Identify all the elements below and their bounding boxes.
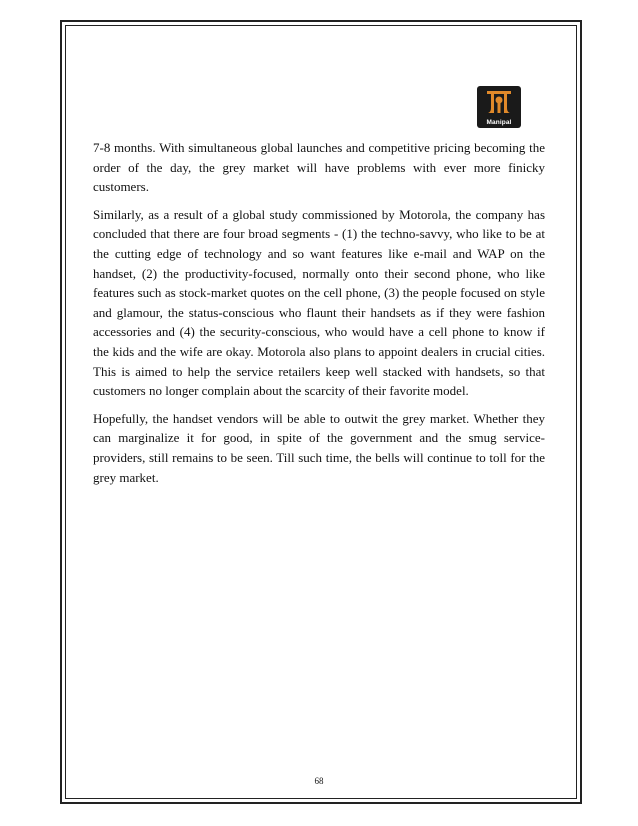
manipal-logo (477, 86, 521, 128)
body-text (93, 138, 545, 495)
logo-text: Manipal (486, 119, 512, 126)
paragraph-2: Similarly, as a result of a global study commissioned by Motorola, the company has concluded that there are four broad segments - (1) the techno-savvy, who like to be at the cutting edge of technology and so want features like e-mail and WAP on the handset, (2) the productivity-focused, normally onto their second phone, who like features such as stock-market quotes on the cell phone, (3) the people focused on style and glamour, the status-conscious who flaunt their handsets as if they were fashion accessories and (4) the security-conscious, who would have a cell phone to know if the kids and the wife are okay. Motorola also plans to appoint dealers in crucial cities. This is aimed to help the service retailers keep well stacked with handsets, so that customers no longer complain about the scarcity of their favorite model. (93, 206, 545, 399)
page-number: 68 (314, 776, 324, 786)
manipal-logo-icon (477, 86, 521, 120)
paragraph-1: 7-8 months. With simultaneous global launches and competitive pricing becoming the order of the day, the grey market will have problems with ever more finicky customers. (93, 140, 545, 195)
paragraph-3: Hopefully, the handset vendors will be able to outwit the grey market. Whether they can marginalize it for good, in spite of the government and the smug service-providers, still remains to be seen. Till such time, the bells will continue to toll for the grey market. (93, 410, 545, 485)
